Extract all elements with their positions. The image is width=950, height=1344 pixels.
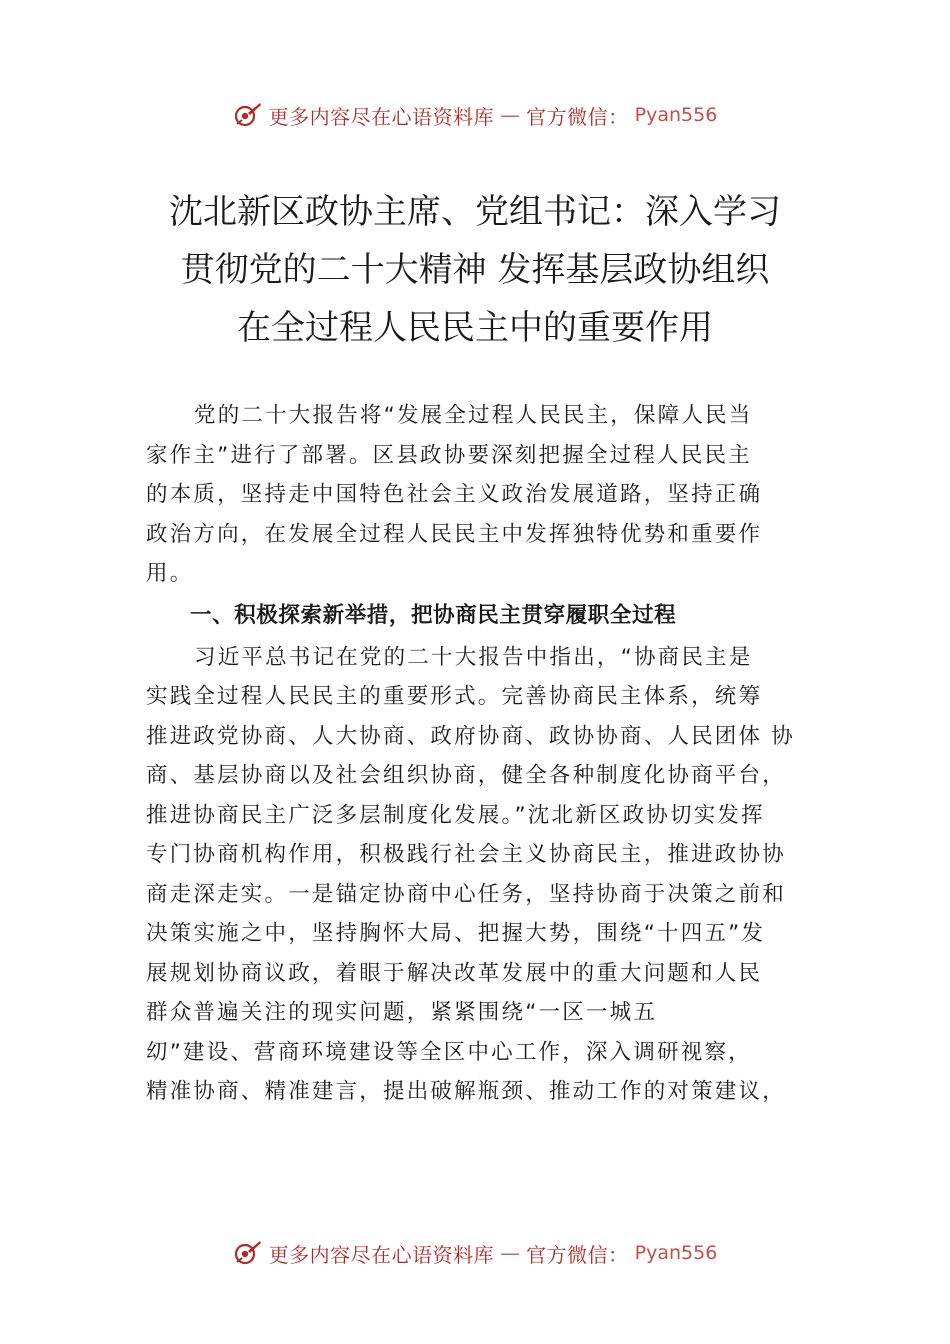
text-line: 实践全过程人民民主的重要形式。完善协商民主体系，统筹: [146, 684, 763, 709]
title-line: 在全过程人民民主中的重要作用: [237, 308, 713, 348]
banner-wechat-id: Pyan556: [634, 104, 718, 126]
text-line: 习近平总书记在党的二十大报告中指出，“协商民主是: [194, 644, 753, 670]
banner-wechat-label: 官方微信：: [526, 1242, 629, 1267]
text-line: 决策实施之中，坚持胸怀大局、把握大势，围绕“十四五”发: [146, 921, 766, 946]
footer-banner: [0, 1233, 950, 1273]
text-line: 㓜”建设、营商环境建设等全区中心工作，深入调研视察，: [146, 1039, 752, 1065]
text-line: 专门协商机构作用，积极践行社会主义协商民主，推进政协协: [146, 842, 786, 867]
text-line: 商、基层协商以及社会组织协商，健全各种制度化协商平台，: [146, 763, 786, 788]
document-title: [120, 183, 830, 357]
banner-wechat-label: 官方微信：: [526, 104, 629, 129]
text-line: 推进协商民主广泛多层制度化发展。”沈北新区政协切实发挥: [146, 802, 765, 828]
text-line: 用。: [146, 561, 194, 586]
title-line: 沈北新区政协主席、党组书记：深入学习: [169, 192, 781, 232]
banner-separator: —: [500, 103, 521, 127]
pen-logo-icon: [233, 1238, 263, 1268]
document-body: [146, 396, 808, 1112]
text-line: 群众普遍关注的现实问题，紧紧围绕“一区一城五: [146, 1000, 658, 1025]
text-line: 的本质，坚持走中国特色社会主义政治发展道路，坚持正确: [146, 482, 763, 507]
paragraph-intro: [146, 396, 808, 594]
header-banner: [0, 95, 950, 135]
pen-logo-icon: [233, 100, 263, 130]
text-line: 展规划协商议政，着眼于解决改革发展中的重大问题和人民: [146, 960, 763, 986]
text-line: 政治方向，在发展全过程人民民主中发挥独特优势和重要作: [146, 521, 763, 547]
title-line: 贯彻党的二十大精神 发挥基层政协组织: [180, 250, 770, 290]
section-heading: 一、积极探索新举措，把协商民主贯穿履职全过程: [190, 602, 677, 628]
paragraph-section-one: [146, 638, 808, 1112]
banner-site-name: 更多内容尽在心语资料库: [268, 104, 495, 129]
text-line: 党的二十大报告将“发展全过程人民民主，保障人民当: [194, 403, 753, 428]
banner-site-name: 更多内容尽在心语资料库: [268, 1242, 495, 1267]
text-line: 商走深走实。一是锚定协商中心任务，坚持协商于决策之前和: [146, 881, 786, 907]
banner-separator: —: [500, 1241, 521, 1265]
text-line: 精准协商、精准建言，提出破解瓶颈、推动工作的对策建议，: [146, 1079, 786, 1104]
text-line: 家作主”进行了部署。区县政协要深刻把握全过程人民民主: [146, 442, 752, 468]
text-line: 推进政党协商、人大协商、政府协商、政协协商、人民团体 协: [146, 723, 795, 749]
banner-wechat-id: Pyan556: [634, 1242, 718, 1264]
